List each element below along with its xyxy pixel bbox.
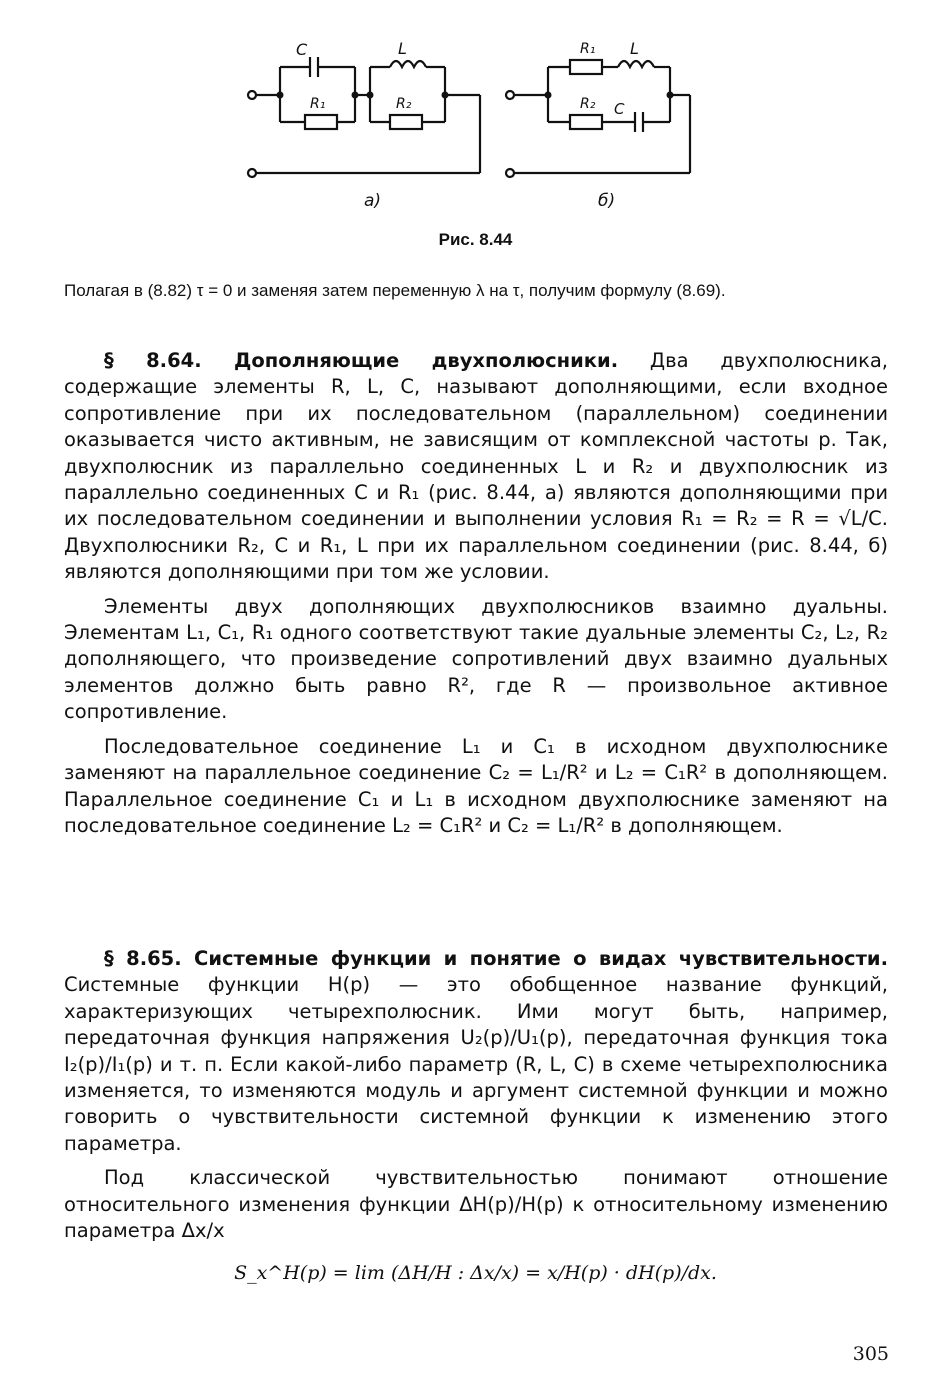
section-8-64-p2: Элементы двух дополняющих двухполюсников взаимно дуальны. Элементам L₁, C₁, R₁ одного соответствуют такие дуальные элементы C₂, L₂, R₂ дополняющего, что произведение сопротивлений двух взаимно дуальных элементов должно быть равно R², где R — произвольное активное сопротивление. (64, 594, 888, 724)
circuit-figure (230, 30, 700, 220)
section-8-65 (64, 946, 888, 1252)
section-8-64-p1 (64, 348, 888, 586)
section-8-64-p3: Последовательное соединение L₁ и C₁ в исходном двухполюснике заменяют на параллельное соединение C₂ = L₁/R² и L₂ = C₁R² в дополняющем. Параллельное соединение C₁ и L₁ в исходном двухполюснике заменяют на последовательное соединение L₂ = C₁R² и C₂ = L₁/R² в дополняющем. (64, 734, 888, 837)
section-8-65-p2: Под классической чувствительностью понимают отношение относительного изменения функции ΔH(p)/H(p) к относительному изменению параметра Δx/x (64, 1166, 888, 1243)
label-a-r1: R₁ (310, 96, 326, 112)
subfigure-a-label: а) (364, 191, 382, 211)
figure-caption: Рис. 8.44 (438, 230, 513, 249)
page-number: 305 (852, 1343, 889, 1365)
label-a-c: C (296, 40, 308, 59)
section-8-65-heading: § 8.65. Системные функции и понятие о видах чувствительности. (104, 947, 888, 970)
section-8-65-p1 (64, 946, 888, 1157)
section-8-65-p1-text: Системные функции H(p) — это обобщенное название функций, характеризующих четырехполюсник. Ими могут быть, например, передаточная функция напряжения U₂(p)/U₁(p), передаточная функция тока I₂(p)/I₁(p) и т. п. Если какой-либо параметр (R, L, C) в схеме четырехполюсника изменяется, то изменяются модуль и аргумент системной функции и можно говорить о чувствительности системной функции к изменению этого параметра. (64, 973, 888, 1155)
label-b-c: C (614, 100, 625, 118)
label-b-r1: R₁ (580, 41, 596, 57)
section-8-64-p1-text: Два двухполюсника, содержащие элементы R, L, C, называют дополняющими, если входное сопротивление при их последовательном (параллельном) соединении оказывается чисто активным, не зависящим от комплексной частоты p. Так, двухполюсник из параллельно соединенных L и R₂ и двухполюсник из параллельно соединенных C и R₁ (рис. 8.44, а) являются дополняющими при их последовательном соединении и выполнении условия R₁ = R₂ = R = √L/C. Двухполюсники R₂, C и R₁, L при их параллельном соединении (рис. 8.44, б) являются дополняющими при том же условии. (64, 349, 889, 584)
intro-paragraph: Полагая в (8.82) τ = 0 и заменяя затем переменную λ на τ, получим формулу (8.69). (64, 281, 726, 300)
label-a-l: L (398, 39, 407, 58)
label-a-r2: R₂ (396, 96, 412, 112)
sensitivity-formula: S_x^H(p) = lim (ΔH/H : Δx/x) = x/H(p) · dH(p)/dx. (234, 1262, 717, 1284)
section-8-64 (64, 348, 888, 847)
subfigure-b-label: б) (598, 191, 616, 211)
section-8-64-heading: § 8.64. Дополняющие двухполюсники. (104, 349, 619, 372)
circuit-diagram (230, 30, 700, 220)
label-b-r2: R₂ (580, 96, 596, 112)
label-b-l: L (630, 39, 639, 58)
